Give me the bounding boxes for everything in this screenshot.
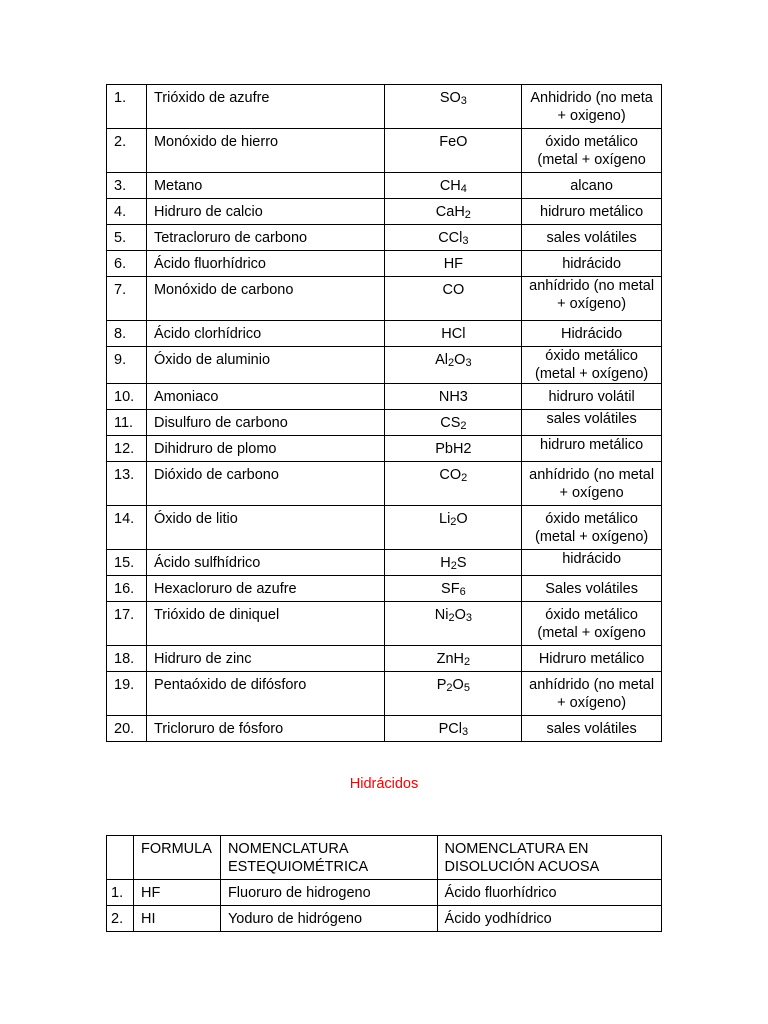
hidracido-row [107, 906, 662, 932]
formula-subscript: 3 [460, 95, 467, 107]
formula-subscript: 3 [465, 357, 472, 369]
compound-formula [384, 576, 522, 602]
compound-row [107, 550, 662, 576]
row-number: 15. [107, 550, 147, 576]
compound-name: Amoniaco [146, 384, 384, 410]
formula-symbol: CO [442, 282, 465, 298]
hidracido-formula: HI [133, 906, 220, 932]
formula-symbol: Li [439, 511, 451, 527]
compound-row [107, 129, 662, 173]
hidracidos-table [106, 835, 662, 932]
hidracido-row [107, 880, 662, 906]
row-number: 8. [107, 321, 147, 347]
compound-name: Ácido fluorhídrico [146, 251, 384, 277]
compound-row [107, 672, 662, 716]
header-formula: FORMULA [133, 836, 220, 880]
formula-subscript: 3 [465, 612, 472, 624]
formula-symbol: HCl [441, 326, 466, 342]
row-number: 1. [107, 880, 134, 906]
compound-name: Tetracloruro de carbono [146, 225, 384, 251]
aqueous-name: Ácido fluorhídrico [437, 880, 661, 906]
formula-subscript: 3 [462, 235, 469, 247]
formula-symbol: NH3 [438, 389, 468, 405]
formula-symbol: Al [435, 352, 449, 368]
compound-name: Óxido de litio [146, 506, 384, 550]
compound-row [107, 321, 662, 347]
formula-symbol: Ni [434, 607, 449, 623]
compound-type: óxido metálico (metal + oxígeno [522, 129, 662, 173]
formula-symbol: O [456, 511, 468, 527]
row-number: 16. [107, 576, 147, 602]
compound-name: Tricloruro de fósforo [146, 716, 384, 742]
compound-row [107, 462, 662, 506]
compound-row [107, 225, 662, 251]
header-stoichiometric: NOMENCLATURA ESTEQUIOMÉTRICA [220, 836, 437, 880]
compound-name: Trióxido de azufre [146, 85, 384, 129]
compound-row [107, 251, 662, 277]
row-number: 12. [107, 436, 147, 462]
formula-symbol: H [440, 555, 451, 571]
compounds-table [106, 84, 662, 742]
compound-name: Trióxido de diniquel [146, 602, 384, 646]
row-number: 4. [107, 199, 147, 225]
compound-type: anhídrido (no metal + oxígeno) [522, 277, 662, 321]
formula-symbol: O [452, 677, 464, 693]
formula-subscript: 6 [459, 586, 466, 598]
compound-formula [384, 199, 522, 225]
row-number: 10. [107, 384, 147, 410]
row-number: 11. [107, 410, 147, 436]
formula-subscript: 2 [448, 357, 455, 369]
compound-row [107, 277, 662, 321]
formula-symbol: P [436, 677, 447, 693]
formula-symbol: FeO [439, 134, 468, 150]
compound-row [107, 347, 662, 384]
row-number: 13. [107, 462, 147, 506]
compound-row [107, 410, 662, 436]
formula-symbol: HF [443, 256, 464, 272]
compound-type: hidruro metálico [522, 199, 662, 225]
header-aqueous: NOMENCLATURA EN DISOLUCIÓN ACUOSA [437, 836, 661, 880]
row-number: 6. [107, 251, 147, 277]
formula-subscript: 4 [460, 183, 467, 195]
compound-row [107, 436, 662, 462]
formula-symbol: SO [439, 90, 461, 106]
compound-row [107, 506, 662, 550]
formula-subscript: 2 [461, 472, 468, 484]
compound-name: Metano [146, 173, 384, 199]
compound-formula [384, 506, 522, 550]
compound-type: hidrácido [522, 251, 662, 277]
formula-subscript: 2 [450, 560, 457, 572]
stoichiometric-name: Fluoruro de hidrogeno [220, 880, 437, 906]
formula-symbol: PbH2 [435, 441, 472, 457]
row-number: 2. [107, 129, 147, 173]
formula-symbol: S [456, 555, 467, 571]
formula-symbol: SF [441, 581, 460, 597]
row-number: 14. [107, 506, 147, 550]
compound-formula [384, 129, 522, 173]
formula-symbol: PCl [438, 721, 462, 737]
compound-name: Ácido clorhídrico [146, 321, 384, 347]
compound-type: Hidrácido [522, 321, 662, 347]
hidracido-formula: HF [133, 880, 220, 906]
compound-formula [384, 225, 522, 251]
formula-symbol: CH [439, 178, 461, 194]
formula-subscript: 2 [464, 209, 471, 221]
compound-formula [384, 646, 522, 672]
compound-type: sales volátiles [522, 410, 662, 436]
row-number: 9. [107, 347, 147, 384]
compound-type: sales volátiles [522, 225, 662, 251]
compound-name: Disulfuro de carbono [146, 410, 384, 436]
compound-formula [384, 384, 522, 410]
compound-name: Hexacloruro de azufre [146, 576, 384, 602]
compound-row [107, 646, 662, 672]
compound-formula [384, 85, 522, 129]
compound-type: Hidruro metálico [522, 646, 662, 672]
compound-name: Pentaóxido de difósforo [146, 672, 384, 716]
row-number: 2. [107, 906, 134, 932]
compound-name: Monóxido de hierro [146, 129, 384, 173]
compound-type: óxido metálico (metal + oxígeno) [522, 506, 662, 550]
compound-name: Hidruro de zinc [146, 646, 384, 672]
compound-type: óxido metálico (metal + oxígeno) [522, 347, 662, 384]
compound-name: Ácido sulfhídrico [146, 550, 384, 576]
formula-symbol: O [454, 607, 466, 623]
compound-type: hidruro metálico [522, 436, 662, 462]
aqueous-name: Ácido yodhídrico [437, 906, 661, 932]
row-number: 1. [107, 85, 147, 129]
row-number: 17. [107, 602, 147, 646]
compound-formula [384, 436, 522, 462]
compound-row [107, 384, 662, 410]
compound-formula [384, 277, 522, 321]
compound-formula [384, 410, 522, 436]
formula-subscript: 2 [450, 516, 457, 528]
compound-type: anhídrido (no metal + oxígeno [522, 462, 662, 506]
row-number: 20. [107, 716, 147, 742]
compound-type: Anhidrido (no meta + oxigeno) [522, 85, 662, 129]
formula-symbol: O [454, 352, 466, 368]
stoichiometric-name: Yoduro de hidrógeno [220, 906, 437, 932]
formula-subscript: 2 [464, 656, 471, 668]
formula-symbol: CaH [435, 204, 465, 220]
compound-type: hidruro volátil [522, 384, 662, 410]
compound-formula [384, 462, 522, 506]
compound-formula [384, 173, 522, 199]
hidracidos-header-row [107, 836, 662, 880]
compound-formula [384, 550, 522, 576]
compound-formula [384, 672, 522, 716]
row-number: 7. [107, 277, 147, 321]
compound-name: Dióxido de carbono [146, 462, 384, 506]
formula-subscript: 2 [460, 420, 467, 432]
compound-type: óxido metálico (metal + oxígeno [522, 602, 662, 646]
formula-symbol: ZnH [436, 651, 464, 667]
compound-formula [384, 347, 522, 384]
compound-formula [384, 716, 522, 742]
formula-subscript: 2 [446, 682, 453, 694]
compound-formula [384, 251, 522, 277]
formula-subscript: 2 [448, 612, 455, 624]
compound-formula [384, 602, 522, 646]
formula-symbol: CCl [438, 230, 463, 246]
compound-row [107, 576, 662, 602]
compound-type: Sales volátiles [522, 576, 662, 602]
compound-name: Óxido de aluminio [146, 347, 384, 384]
row-number: 18. [107, 646, 147, 672]
compound-name: Dihidruro de plomo [146, 436, 384, 462]
compound-row [107, 199, 662, 225]
compound-type: hidrácido [522, 550, 662, 576]
row-number: 19. [107, 672, 147, 716]
hidracidos-title: Hidrácidos [349, 776, 419, 792]
compound-name: Hidruro de calcio [146, 199, 384, 225]
formula-symbol: CS [440, 415, 461, 431]
row-number: 5. [107, 225, 147, 251]
compound-type: anhídrido (no metal + oxígeno) [522, 672, 662, 716]
formula-subscript: 5 [463, 682, 470, 694]
compound-type: sales volátiles [522, 716, 662, 742]
compound-name: Monóxido de carbono [146, 277, 384, 321]
formula-symbol: CO [439, 467, 462, 483]
header-number [107, 836, 134, 880]
compound-row [107, 173, 662, 199]
compound-row [107, 85, 662, 129]
formula-subscript: 3 [461, 726, 469, 738]
compound-row [107, 716, 662, 742]
row-number: 3. [107, 173, 147, 199]
compound-row [107, 602, 662, 646]
compound-formula [384, 321, 522, 347]
compound-type: alcano [522, 173, 662, 199]
